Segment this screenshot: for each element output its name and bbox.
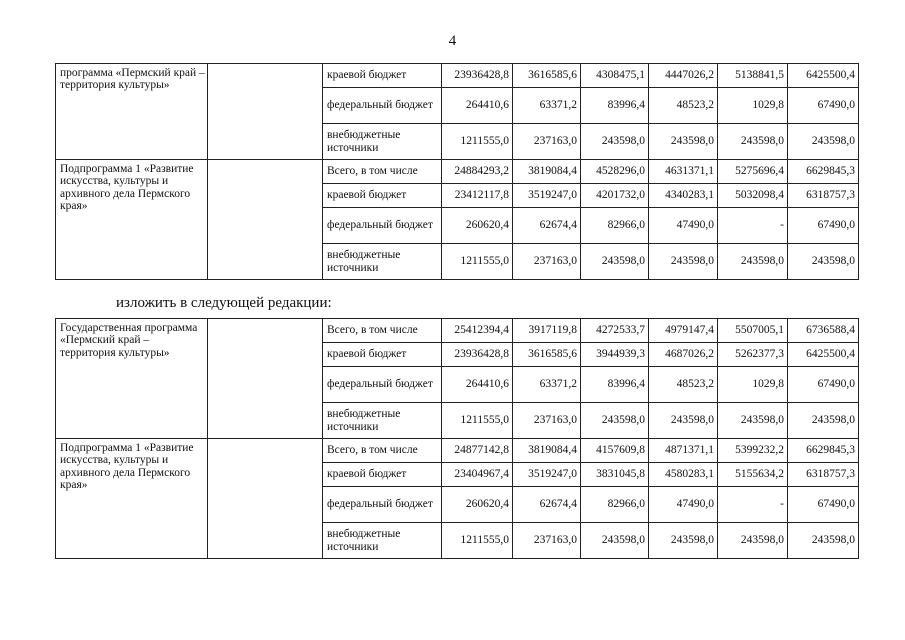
amount-cell: 243598,0 xyxy=(718,403,788,439)
amount-cell: 243598,0 xyxy=(649,403,718,439)
amount-cell: - xyxy=(718,208,788,244)
amount-cell: 25412394,4 xyxy=(442,319,513,343)
funding-source-cell: Всего, в том числе xyxy=(323,160,442,184)
amount-cell: 63371,2 xyxy=(513,367,581,403)
amount-cell: 4272533,7 xyxy=(581,319,649,343)
instruction-text: изложить в следующей редакции: xyxy=(116,295,332,311)
amount-cell: 47490,0 xyxy=(649,487,718,523)
amount-cell: 4580283,1 xyxy=(649,463,718,487)
amount-cell: 24877142,8 xyxy=(442,439,513,463)
amount-cell: 1211555,0 xyxy=(442,124,513,160)
amount-cell: 4157609,8 xyxy=(581,439,649,463)
amount-cell: 67490,0 xyxy=(788,88,859,124)
amount-cell: 237163,0 xyxy=(513,244,581,280)
amount-cell: 3519247,0 xyxy=(513,463,581,487)
program-name-cell: Подпрограмма 1 «Развитие искусства, культуры и архивного дела Пермского края» xyxy=(56,439,208,559)
executor-cell xyxy=(208,319,323,439)
amount-cell: 3616585,6 xyxy=(513,64,581,88)
table-row xyxy=(56,160,859,184)
executor-cell xyxy=(208,439,323,559)
amount-cell: 6736588,4 xyxy=(788,319,859,343)
amount-cell: 23936428,8 xyxy=(442,64,513,88)
executor-cell xyxy=(208,160,323,280)
amount-cell: 1211555,0 xyxy=(442,523,513,559)
amount-cell: 83996,4 xyxy=(581,367,649,403)
amount-cell: 1029,8 xyxy=(718,367,788,403)
funding-source-cell: внебюджетные источники xyxy=(323,244,442,280)
amount-cell: 6629845,3 xyxy=(788,160,859,184)
amount-cell: 4979147,4 xyxy=(649,319,718,343)
amount-cell: 82966,0 xyxy=(581,487,649,523)
funding-source-cell: краевой бюджет xyxy=(323,463,442,487)
amount-cell: 23404967,4 xyxy=(442,463,513,487)
amount-cell: 3831045,8 xyxy=(581,463,649,487)
funding-source-cell: федеральный бюджет xyxy=(323,367,442,403)
amount-cell: 5399232,2 xyxy=(718,439,788,463)
funding-source-cell: краевой бюджет xyxy=(323,184,442,208)
table-row xyxy=(56,319,859,343)
amount-cell: 243598,0 xyxy=(581,124,649,160)
funding-source-cell: федеральный бюджет xyxy=(323,208,442,244)
executor-cell xyxy=(208,64,323,160)
amount-cell: 243598,0 xyxy=(718,124,788,160)
budget-table-before xyxy=(55,63,859,280)
amount-cell: 5275696,4 xyxy=(718,160,788,184)
amount-cell: 24884293,2 xyxy=(442,160,513,184)
amount-cell: 48523,2 xyxy=(649,367,718,403)
amount-cell: 243598,0 xyxy=(718,244,788,280)
budget-table-after xyxy=(55,318,859,559)
amount-cell: 4871371,1 xyxy=(649,439,718,463)
amount-cell: 260620,4 xyxy=(442,487,513,523)
amount-cell: 237163,0 xyxy=(513,403,581,439)
amount-cell: 6629845,3 xyxy=(788,439,859,463)
amount-cell: 63371,2 xyxy=(513,88,581,124)
funding-source-cell: федеральный бюджет xyxy=(323,88,442,124)
amount-cell: 4687026,2 xyxy=(649,343,718,367)
amount-cell: 4447026,2 xyxy=(649,64,718,88)
amount-cell: 4528296,0 xyxy=(581,160,649,184)
amount-cell: 243598,0 xyxy=(581,244,649,280)
amount-cell: 1211555,0 xyxy=(442,403,513,439)
amount-cell: 5262377,3 xyxy=(718,343,788,367)
amount-cell: 243598,0 xyxy=(581,523,649,559)
amount-cell: 243598,0 xyxy=(649,244,718,280)
funding-source-cell: краевой бюджет xyxy=(323,64,442,88)
amount-cell: 6425500,4 xyxy=(788,343,859,367)
amount-cell: 83996,4 xyxy=(581,88,649,124)
funding-source-cell: Всего, в том числе xyxy=(323,439,442,463)
amount-cell: 6318757,3 xyxy=(788,184,859,208)
amount-cell: 243598,0 xyxy=(788,403,859,439)
funding-source-cell: внебюджетные источники xyxy=(323,523,442,559)
amount-cell: 3917119,8 xyxy=(513,319,581,343)
funding-source-cell: внебюджетные источники xyxy=(323,124,442,160)
amount-cell: 260620,4 xyxy=(442,208,513,244)
amount-cell: 62674,4 xyxy=(513,487,581,523)
amount-cell: 6425500,4 xyxy=(788,64,859,88)
amount-cell: 6318757,3 xyxy=(788,463,859,487)
amount-cell: 23412117,8 xyxy=(442,184,513,208)
amount-cell: 1211555,0 xyxy=(442,244,513,280)
amount-cell: 237163,0 xyxy=(513,523,581,559)
amount-cell: 48523,2 xyxy=(649,88,718,124)
amount-cell: 1029,8 xyxy=(718,88,788,124)
amount-cell: 82966,0 xyxy=(581,208,649,244)
amount-cell: 3944939,3 xyxy=(581,343,649,367)
program-name-cell: Подпрограмма 1 «Развитие искусства, культуры и архивного дела Пермского края» xyxy=(56,160,208,280)
amount-cell: 67490,0 xyxy=(788,208,859,244)
amount-cell: 4308475,1 xyxy=(581,64,649,88)
amount-cell: 5138841,5 xyxy=(718,64,788,88)
amount-cell: 243598,0 xyxy=(649,523,718,559)
amount-cell: 264410,6 xyxy=(442,367,513,403)
amount-cell: 3616585,6 xyxy=(513,343,581,367)
funding-source-cell: внебюджетные источники xyxy=(323,403,442,439)
amount-cell: 243598,0 xyxy=(788,523,859,559)
amount-cell: 67490,0 xyxy=(788,367,859,403)
amount-cell: 5507005,1 xyxy=(718,319,788,343)
funding-source-cell: Всего, в том числе xyxy=(323,319,442,343)
amount-cell: 237163,0 xyxy=(513,124,581,160)
table-row xyxy=(56,64,859,88)
amount-cell: 243598,0 xyxy=(788,244,859,280)
funding-source-cell: федеральный бюджет xyxy=(323,487,442,523)
amount-cell: 4631371,1 xyxy=(649,160,718,184)
amount-cell: - xyxy=(718,487,788,523)
amount-cell: 23936428,8 xyxy=(442,343,513,367)
amount-cell: 4201732,0 xyxy=(581,184,649,208)
amount-cell: 3819084,4 xyxy=(513,160,581,184)
amount-cell: 5032098,4 xyxy=(718,184,788,208)
program-name-cell: Государственная программа «Пермский край – территория культуры» xyxy=(56,319,208,439)
amount-cell: 264410,6 xyxy=(442,88,513,124)
amount-cell: 3519247,0 xyxy=(513,184,581,208)
program-name-cell: программа «Пермский край – территория культуры» xyxy=(56,64,208,160)
amount-cell: 3819084,4 xyxy=(513,439,581,463)
funding-source-cell: краевой бюджет xyxy=(323,343,442,367)
amount-cell: 243598,0 xyxy=(718,523,788,559)
amount-cell: 243598,0 xyxy=(649,124,718,160)
amount-cell: 62674,4 xyxy=(513,208,581,244)
amount-cell: 5155634,2 xyxy=(718,463,788,487)
amount-cell: 47490,0 xyxy=(649,208,718,244)
amount-cell: 243598,0 xyxy=(788,124,859,160)
amount-cell: 4340283,1 xyxy=(649,184,718,208)
amount-cell: 243598,0 xyxy=(581,403,649,439)
table-row xyxy=(56,439,859,463)
amount-cell: 67490,0 xyxy=(788,487,859,523)
page-number: 4 xyxy=(448,33,457,49)
